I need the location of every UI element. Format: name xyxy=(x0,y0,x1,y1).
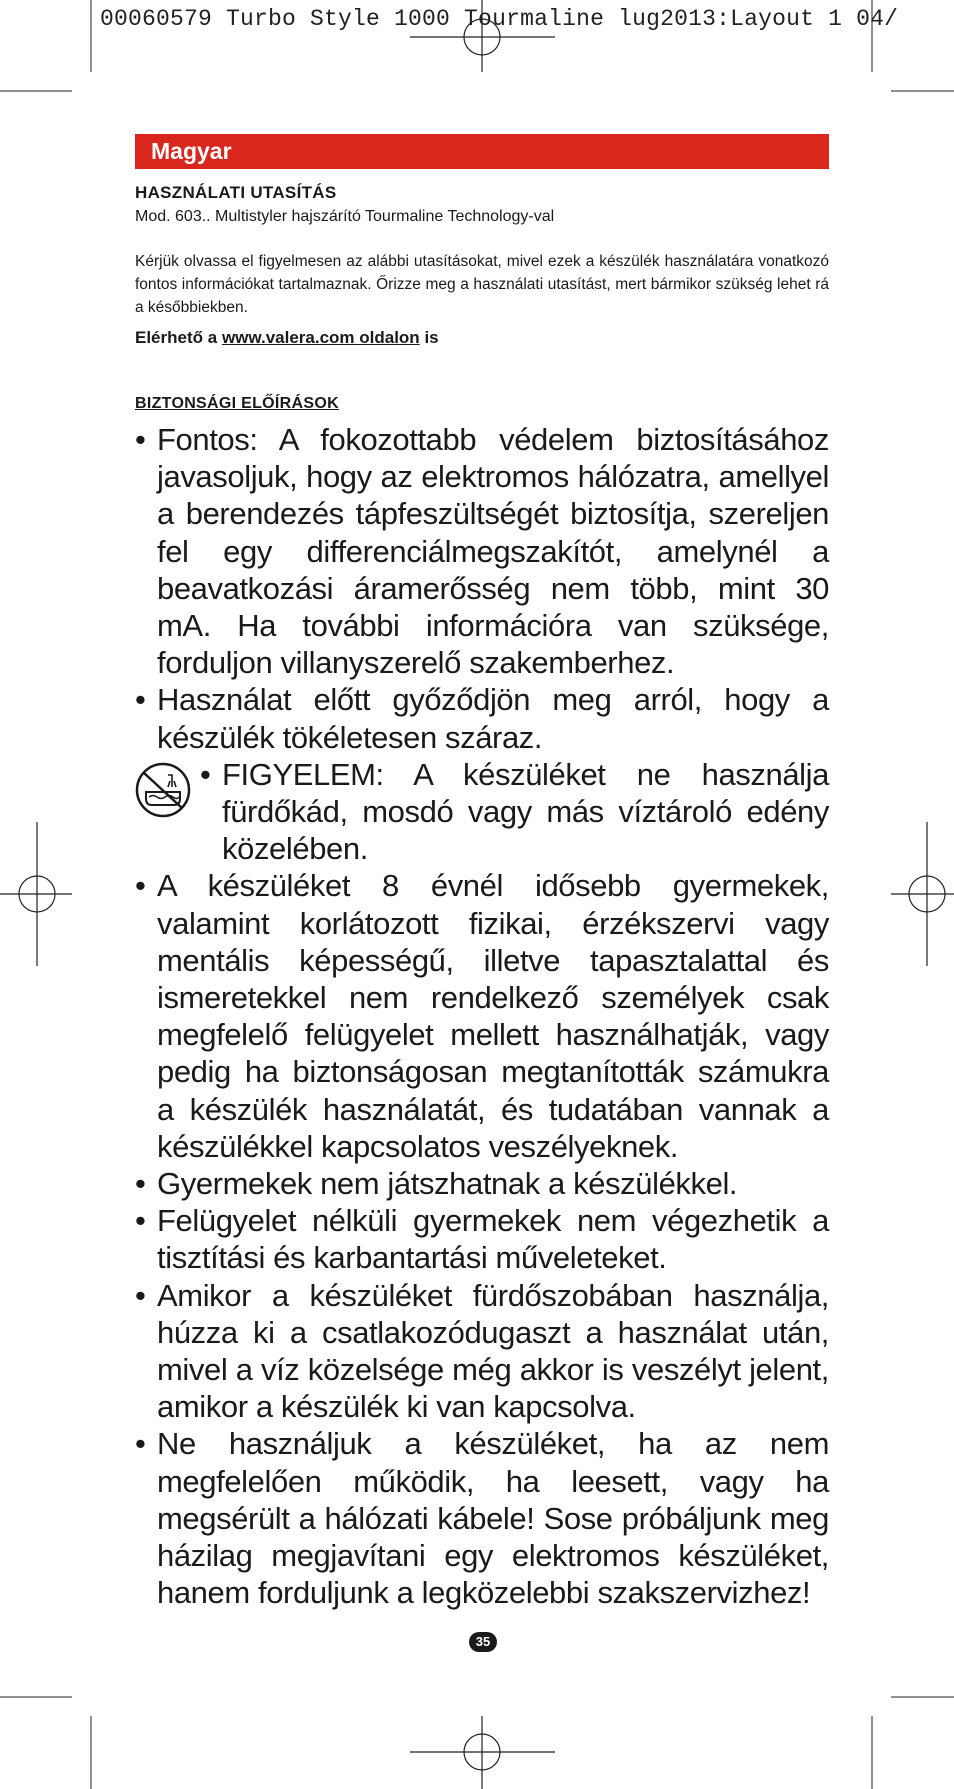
bullet: • xyxy=(200,756,211,792)
list-item xyxy=(135,1202,829,1276)
intro-paragraph: Kérjük olvassa el figyelmesen az alábbi utasításokat, mivel ezek a készülék használatára vonatkozó fontos információkat tartalmaznak. Őrizze meg a használati utasítást, mert bármikor szükség lehet rá a későbbiekben. xyxy=(135,253,829,316)
model-line: Mod. 603.. Multistyler hajszárító Tourmaline Technology-val xyxy=(135,208,555,225)
list-item xyxy=(135,681,829,755)
no-bathtub-icon xyxy=(134,761,192,819)
list-item xyxy=(135,1277,829,1426)
website-prefix: Elérhető a xyxy=(135,328,218,347)
print-slug: 00060579 Turbo Style 1000 Tourmaline lug2013:Layout 1 04/ xyxy=(100,6,899,32)
list-item-text: Amikor a készüléket fürdőszobában használja, húzza ki a csatlakozódugaszt a használat után, mivel a víz közelsége még akkor is veszélyt jelent, amikor a készülék ki van kapcsolva. xyxy=(157,1277,829,1425)
page-number: 35 xyxy=(469,1632,497,1652)
bullet: • xyxy=(135,868,146,904)
website-line xyxy=(135,328,439,348)
list-item xyxy=(135,1165,829,1202)
registration-mark-left xyxy=(0,822,72,966)
list-item-text: Fontos: A fokozottabb védelem biztosításához javasoljuk, hogy az elektromos hálózatra, amellyel a berendezés tápfeszültségét biztosítja, szereljen fel egy differenciálmegszakítót, amelynél a beavatkozási áramerősség nem több, mint 30 mA. Ha további információra van szüksége, forduljon villanyszerelő szakemberhez. xyxy=(157,422,829,681)
language-bar xyxy=(135,134,829,169)
registration-mark-bottom xyxy=(410,1716,555,1789)
language-label: Magyar xyxy=(151,138,232,164)
website-suffix: is xyxy=(424,328,439,347)
list-item xyxy=(135,421,829,681)
safety-list xyxy=(135,421,829,1612)
bullet: • xyxy=(135,1277,146,1313)
list-item-text: Ne használjuk a készüléket, ha az nem megfelelően működik, ha leesett, vagy ha megsérült a hálózati kábele! Sose próbáljunk meg házilag megjavítani egy elektromos készüléket, hanem forduljunk a legközelebbi szakszervizhez! xyxy=(157,1426,829,1611)
registration-mark-top xyxy=(410,0,555,72)
bullet: • xyxy=(135,1166,146,1202)
registration-mark-right xyxy=(891,822,954,966)
safety-heading: BIZTONSÁGI ELŐÍRÁSOK xyxy=(135,395,339,412)
bullet: • xyxy=(135,1203,146,1239)
list-item xyxy=(135,867,829,1165)
bullet: • xyxy=(135,682,146,718)
list-item-text: Használat előtt győződjön meg arról, hogy a készülék tökéletesen száraz. xyxy=(157,682,829,755)
document-title: HASZNÁLATI UTASÍTÁS xyxy=(135,183,337,202)
list-item-text: Gyermekek nem játszhatnak a készülékkel. xyxy=(157,1166,738,1202)
website-link[interactable]: www.valera.com oldalon xyxy=(221,328,420,347)
list-item-text: FIGYELEM: A készüléket ne használja fürdőkád, mosdó vagy más víztároló edény közelében. xyxy=(222,756,829,867)
list-item-text: A készüléket 8 évnél idősebb gyermekek, valamint korlátozott fizikai, érzékszervi vagy mentális képességű, illetve tapasztalattal és ismeretekkel nem rendelkező személyek csak megfelelő felügyelet mellett használhatják, vagy pedig ha biztonságosan megtanították számukra a készülék használatát, és tudatában vannak a készülékkel kapcsolatos veszélyeknek. xyxy=(157,868,829,1164)
bullet: • xyxy=(135,1426,146,1462)
list-item-warning xyxy=(135,756,829,868)
list-item-text: Felügyelet nélküli gyermekek nem végezhetik a tisztítási és karbantartási műveleteket. xyxy=(157,1203,829,1276)
list-item xyxy=(135,1425,829,1611)
bullet: • xyxy=(135,422,146,457)
